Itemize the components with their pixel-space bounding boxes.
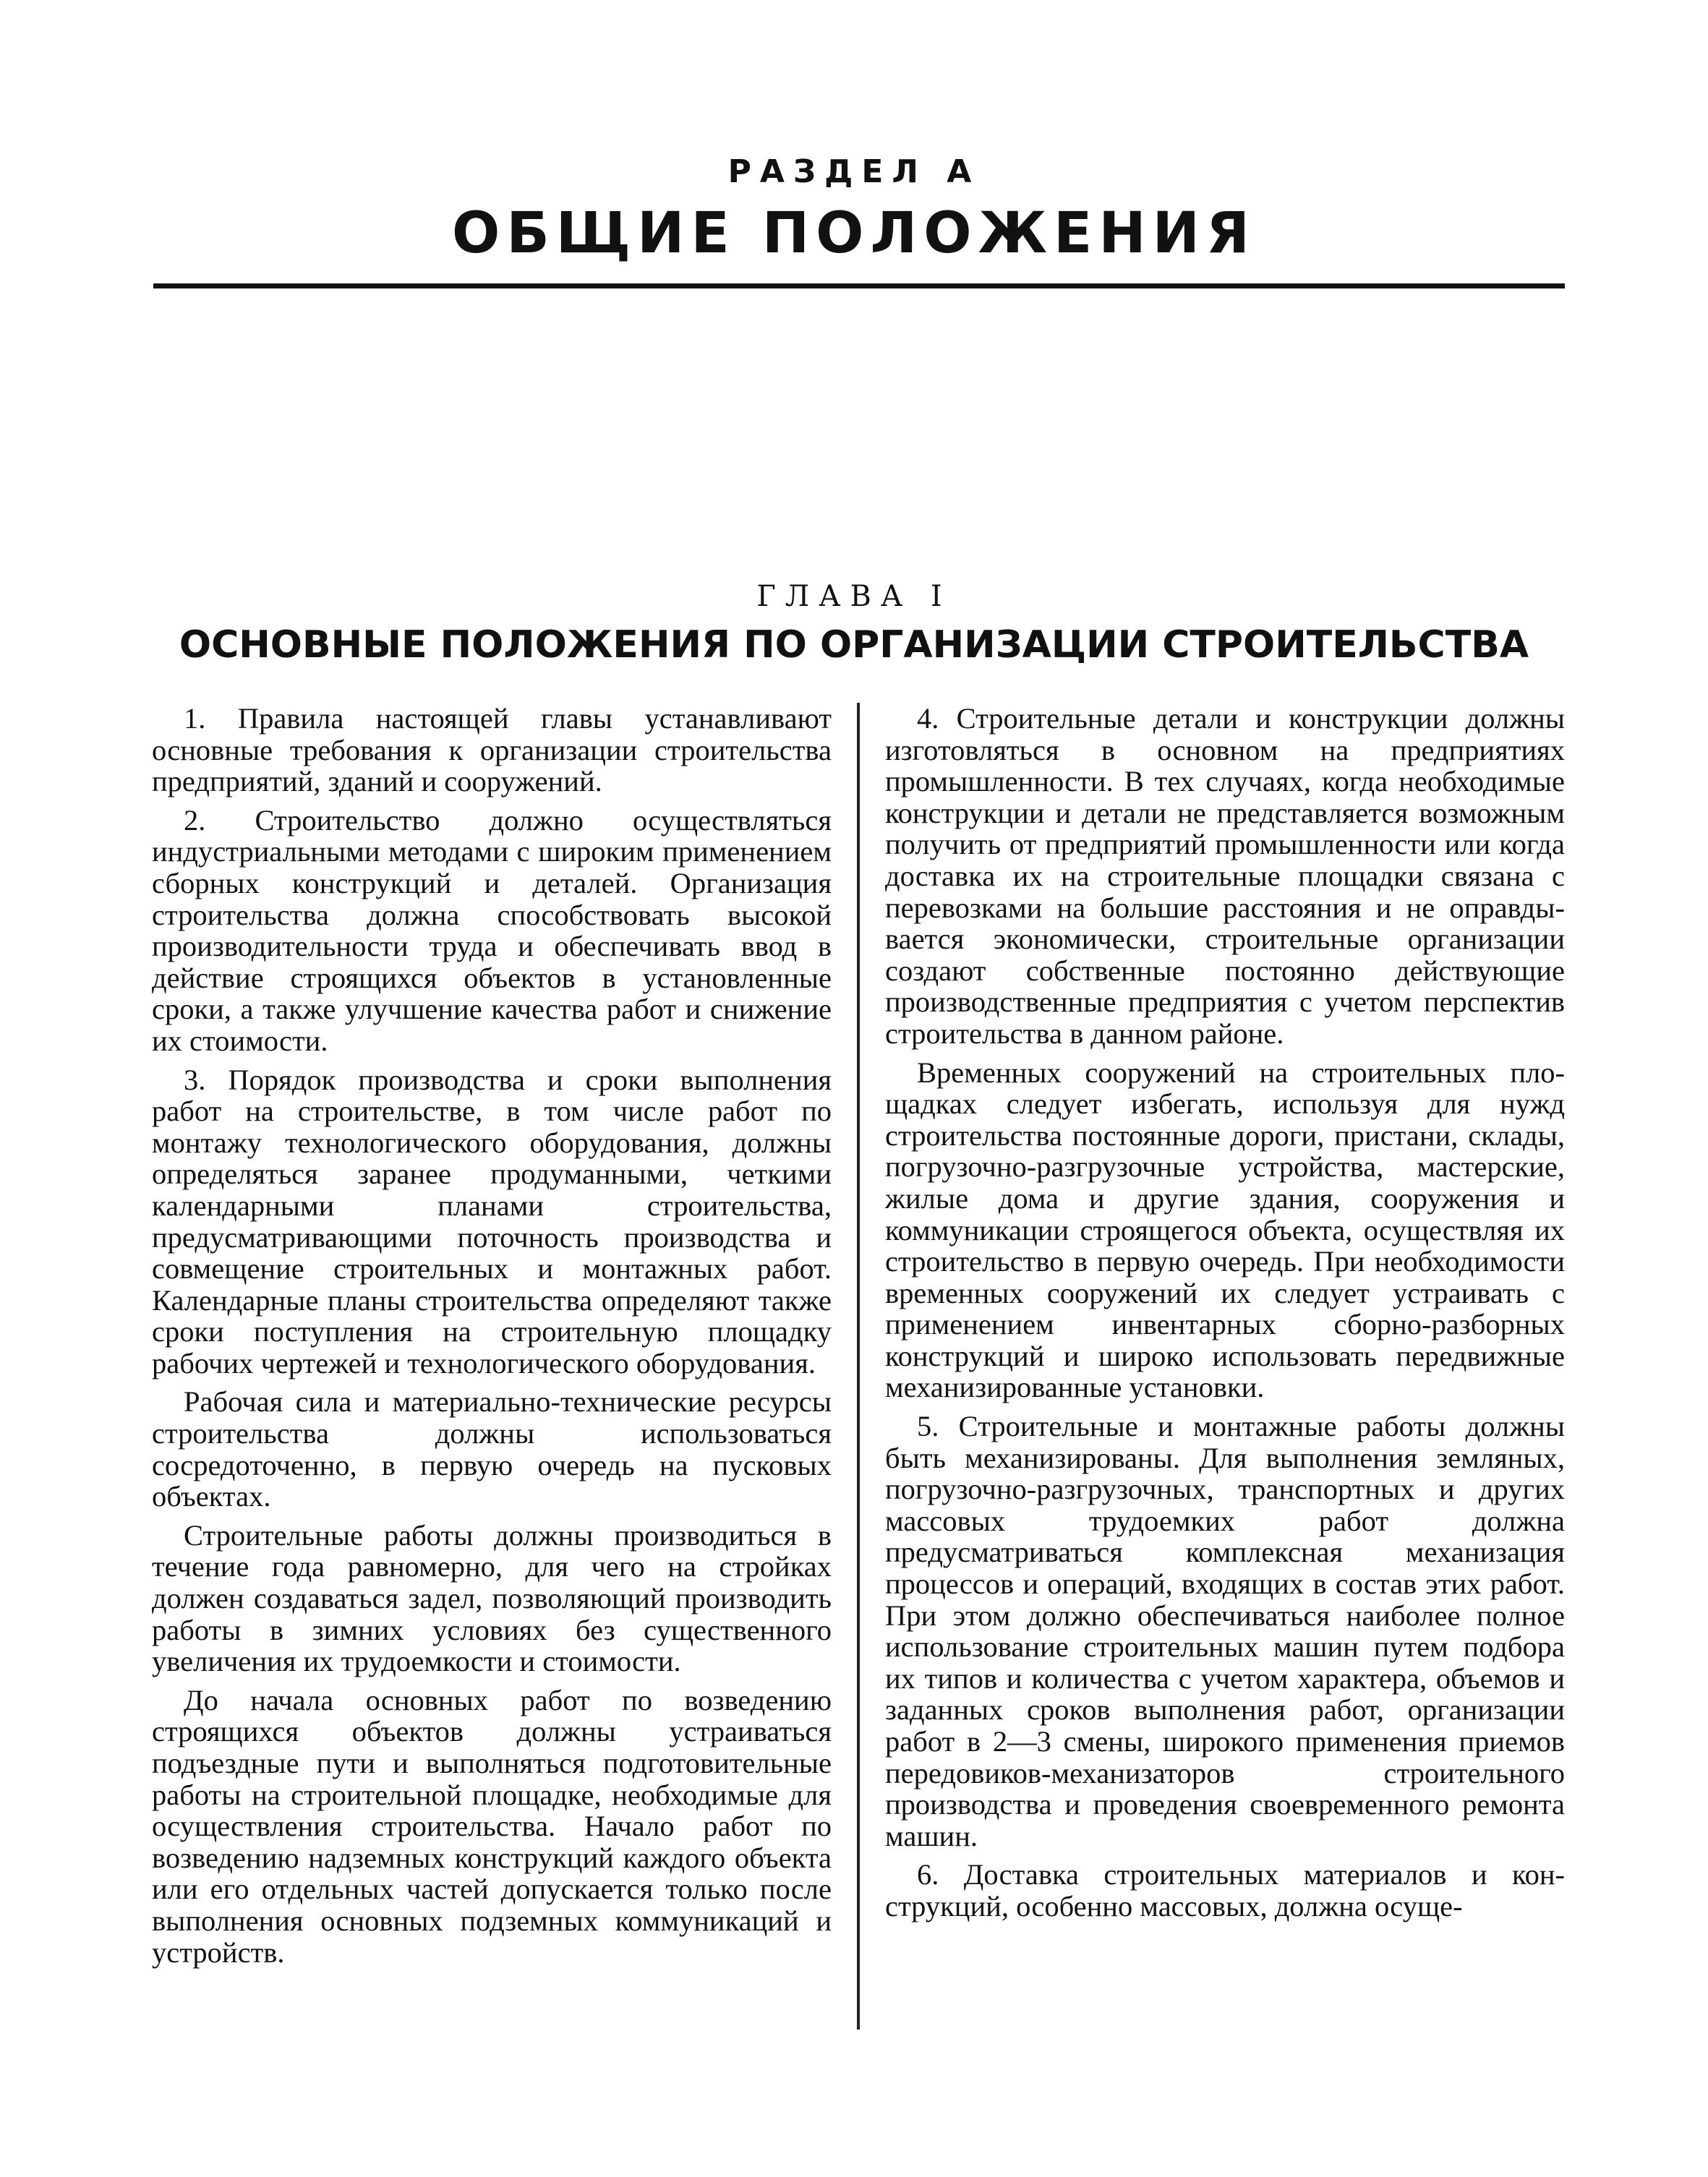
paragraph-3-year-round: Строительные работы должны производиться в течение года равномерно, для чего на стройках должен создаваться задел, позволяющий производить работы в зимних условиях без существенного увеличения их трудоемкости и стоимости. (152, 1518, 832, 1678)
paragraph-2: 2. Строительство должно осуществляться индустриальными методами с широким применением сборных конструкций и деталей. Организация строительства должна способствовать высокой производительности труда и обеспечивать ввод в действие строящихся объектов в установленные сроки, а также улучшение качества работ и снижение их стоимости. (152, 803, 832, 1057)
paragraph-6: 6. Доставка строительных материалов и конструкций, особенно массовых, должна осуще- (885, 1858, 1565, 1922)
paragraph-5: 5. Строительные и монтажные работы должны быть механизированы. Для выполнения земляных, погрузочно-разгрузочных, транспортных и других массовых трудоемких работ должна предусматриваться комплексная механизация процессов и операций, входящих в состав этих работ. При этом должно обеспечиваться наиболее полное использование строительных машин путем подбора их типов и количества с учетом характера, объемов и заданных сроков выполнения работ, организации работ в 2—3 смены, широкого применения приемов передовиков-механизаторов строительного производства и проведения своевременного ремонта машин. (885, 1410, 1565, 1852)
column-divider (857, 703, 860, 2030)
paragraph-1: 1. Правила настоящей главы устанавливают основные требования к организации строительства предприятий, зданий и сооружений. (152, 702, 832, 798)
chapter-label: ГЛАВА I (756, 580, 952, 613)
paragraph-3-preparatory: До начала основных работ по возведению строящихся объектов должны устраиваться подъездные пути и выполняться подготовительные работы на строительной площадке, необходимые для осуществления строительства. Начало работ по возведению надземных конструкций каждого объекта или его отдельных частей допускается только после выполнения основных подземных коммуникаций и устройств. (152, 1683, 832, 1969)
right-column (885, 703, 1565, 1930)
left-column (152, 703, 832, 1975)
paragraph-3-resources: Рабочая сила и материально-технические ресурсы строительства должны использоваться сосредоточенно, в первую очередь на пусковых объектах. (152, 1385, 832, 1513)
section-title: ОБЩИЕ ПОЛОЖЕНИЯ (452, 201, 1256, 266)
section-rule (153, 283, 1565, 288)
paragraph-4-temporary: Временных сооружений на строительных площадках следует избегать, используя для нужд строительства постоянные дороги, пристани, склады, погрузочно-разгрузочные устройства, мастерские, жилые дома и другие здания, сооружения и коммуникации строящегося объекта, осуществляя их строительство в первую очередь. При необходимости временных сооружений их следует устраивать с применением инвентарных сборно-разборных конструкций и широко использовать передвижные механизированные установки. (885, 1056, 1565, 1404)
section-label: РАЗДЕЛ А (727, 153, 981, 190)
paragraph-3: 3. Порядок производства и сроки выполнения работ на строительстве, в том числе работ по монтажу технологического оборудования, должны определяться заранее продуманными, четкими календарными планами строительства, предусматривающими поточность производства и совмещение строительных и монтажных работ. Календарные планы строительства определяют также сроки поступления на строительную площадку рабочих чертежей и технологического оборудования. (152, 1063, 832, 1380)
chapter-title: ОСНОВНЫЕ ПОЛОЖЕНИЯ ПО ОРГАНИЗАЦИИ СТРОИТЕЛЬСТВА (179, 623, 1529, 667)
paragraph-4: 4. Строительные детали и конструкции должны изготовляться в основном на предприятиях промышленности. В тех случаях, когда необходимые конструкции и детали не представляется возможным получить от предприятий промышленности или когда доставка их на строительные площадки связана с перевозками на большие расстояния и не оправдывается экономически, строительные организации создают собственные постоянно действующие производственные предприятия с учетом перспектив строительства в данном районе. (885, 702, 1565, 1050)
